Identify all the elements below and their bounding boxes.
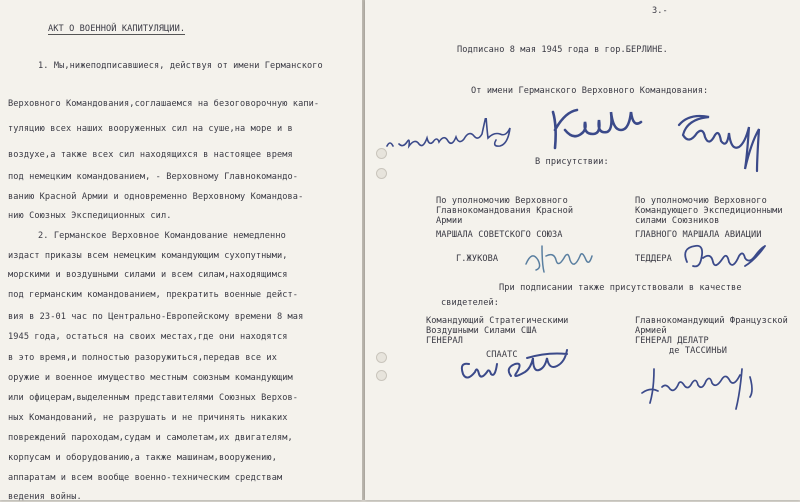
body-text-line: нию Союзных Экспедиционных сил. bbox=[8, 211, 172, 221]
soviet-block-line: Главнокомандования Красной bbox=[436, 206, 574, 216]
body-text-line: 1. Мы,нижеподписавшиеся, действуя от имени Германского bbox=[38, 61, 323, 71]
french-block-line: Главнокомандующий Французской bbox=[635, 316, 788, 326]
allied-block-line: силами Союзников bbox=[635, 216, 720, 226]
punch-hole bbox=[376, 168, 387, 179]
body-text-line: под немецким командованием, - Верховному Главнокомандо- bbox=[8, 172, 299, 182]
body-text-line: туляцию всех наших вооруженных сил на суше,на море и в bbox=[8, 124, 293, 134]
allied-block-line: Командующего Экспедиционными bbox=[635, 206, 783, 216]
body-text-line: издаст приказы всем немецким командующим сухопутными, bbox=[8, 251, 288, 261]
witness-heading: При подписании также присутствовали в качестве bbox=[499, 283, 742, 293]
usa-block-line: СПААТС bbox=[486, 350, 518, 360]
body-text-line: в это время,и полностью разоружиться,передав все их bbox=[8, 353, 277, 363]
signature-spaatz bbox=[455, 340, 585, 390]
french-witness-block bbox=[635, 316, 788, 356]
french-block-line: ГЕНЕРАЛ ДЕЛАТР bbox=[635, 336, 709, 346]
body-text-line: ванию Красной Армии и одновременно Верховному Командова- bbox=[8, 192, 304, 202]
signature-friedeburg bbox=[383, 118, 543, 158]
soviet-block-line: МАРШАЛА СОВЕТСКОГО СОЮЗА bbox=[436, 230, 563, 240]
body-text-line: повреждений пароходам,судам и самолетам,их двигателям, bbox=[8, 433, 293, 443]
body-text-line: под германским командованием, прекратить военные дейст- bbox=[8, 290, 299, 300]
body-text-line: оружие и военное имущество местным союзным командующим bbox=[8, 373, 293, 383]
in-presence-label: В присутствии: bbox=[535, 157, 609, 167]
usa-block-line: Воздушными Силами США bbox=[426, 326, 537, 336]
allied-block-line: По уполномочию Верховного bbox=[635, 196, 767, 206]
soviet-block-line: По уполномочию Верховного bbox=[436, 196, 568, 206]
body-text-line: корпусам и оборудованию,а также машинам,вооружению, bbox=[8, 453, 277, 463]
body-text-line: ведения войны. bbox=[8, 492, 82, 502]
page-number: 3.- bbox=[652, 6, 668, 16]
signing-place-date: Подписано 8 мая 1945 года в гор.БЕРЛИНЕ. bbox=[457, 45, 668, 55]
signature-zhukov bbox=[520, 238, 600, 278]
body-text-line: 2. Германское Верховное Командование немедленно bbox=[38, 231, 286, 241]
body-text-line: вия в 23-01 час по Центрально-Европейскому времени 8 мая bbox=[8, 312, 304, 322]
signature-tedder bbox=[675, 232, 785, 277]
french-block-line: Армией bbox=[635, 326, 667, 336]
document-page-left bbox=[0, 0, 362, 500]
punch-hole bbox=[376, 352, 387, 363]
body-text-line: морскими и воздушными силами и всем силам,находящимся bbox=[8, 270, 288, 280]
punch-hole bbox=[376, 370, 387, 381]
signature-de-lattre bbox=[632, 355, 782, 415]
body-text-line: Верховного Командования,соглашаемся на безоговорочную капи- bbox=[8, 99, 320, 109]
body-text-line: 1945 года, остаться на своих местах,где они находятся bbox=[8, 332, 288, 342]
soviet-block-line: Армии bbox=[436, 216, 463, 226]
allied-block-line: ТЕДДЕРА bbox=[635, 254, 672, 264]
usa-block-line: Командующий Стратегическими bbox=[426, 316, 569, 326]
signature-keitel bbox=[545, 100, 655, 160]
witness-heading-cont: свидетелей: bbox=[441, 298, 500, 308]
body-text-line: воздухе,а также всех сил находящихся в настоящее время bbox=[8, 150, 293, 160]
document-title: АКТ О ВОЕННОЙ КАПИТУЛЯЦИИ. bbox=[48, 24, 186, 34]
french-block-line: де ТАССИНЬИ bbox=[669, 346, 728, 356]
body-text-line: ных Командований, не разрушать и не причинять никаких bbox=[8, 413, 288, 423]
body-text-line: аппаратам и всем вообще военно-техническим средствам bbox=[8, 473, 283, 483]
soviet-block-line: Г.ЖУКОВА bbox=[456, 254, 499, 264]
german-command-heading: От имени Германского Верховного Командования: bbox=[471, 86, 709, 96]
signature-stumpff bbox=[665, 105, 775, 175]
body-text-line: или офицерам,выделенным представителями Союзных Верхов- bbox=[8, 393, 299, 403]
usa-block-line: ГЕНЕРАЛ bbox=[426, 336, 463, 346]
allied-block-line: ГЛАВНОГО МАРШАЛА АВИАЦИИ bbox=[635, 230, 762, 240]
